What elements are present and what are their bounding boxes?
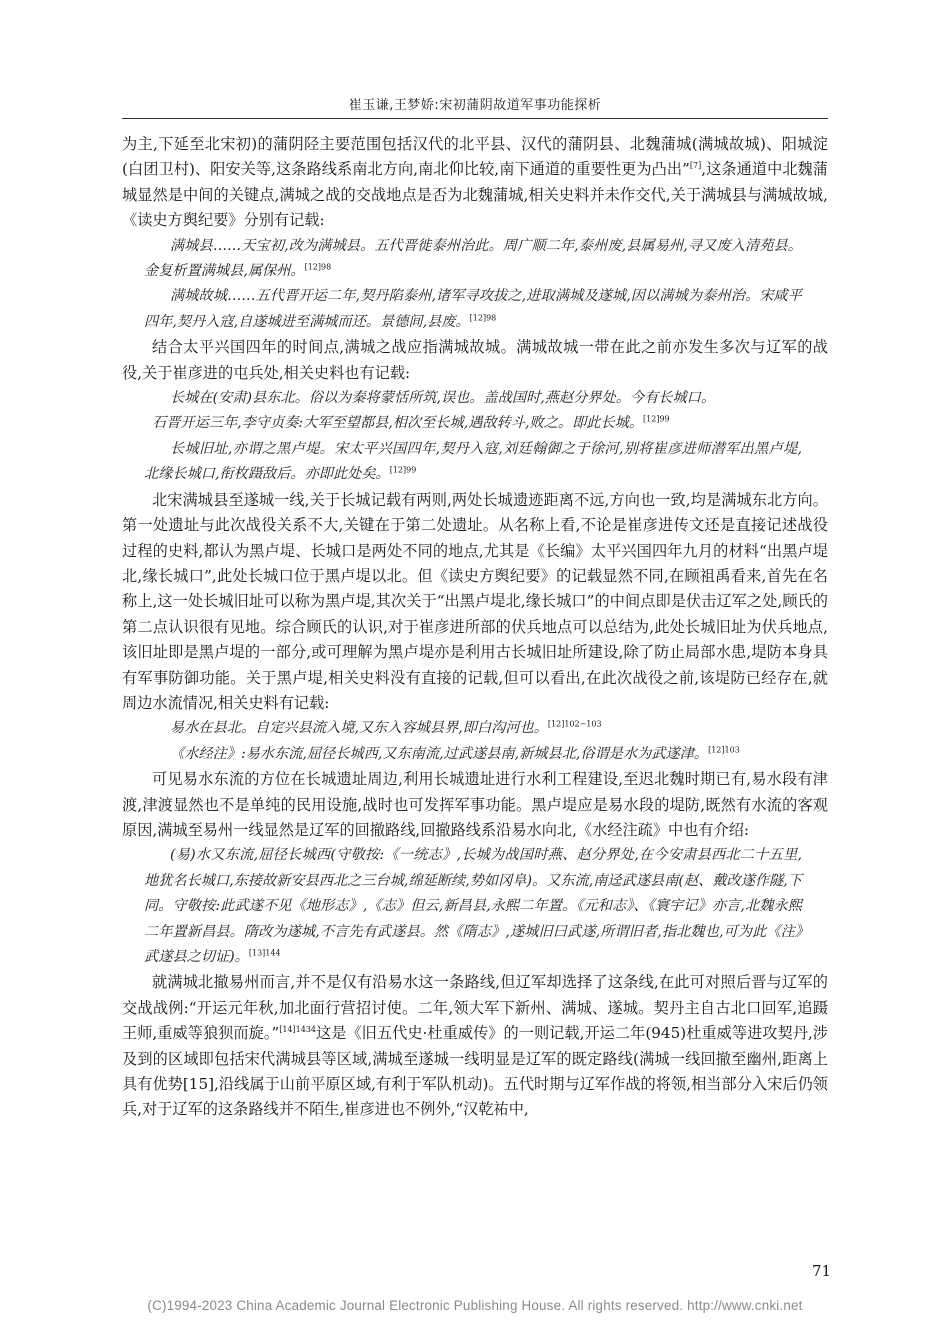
citation-ref: [12]99 — [389, 465, 417, 475]
citation-ref: [14]1434 — [279, 1025, 316, 1035]
body-paragraph — [122, 132, 828, 234]
citation-ref: [12]99 — [643, 414, 670, 424]
citation-ref: [7] — [689, 161, 702, 171]
body-paragraph — [122, 335, 828, 386]
paragraph-text: 满城县……天宝初,改为满城县。五代晋徙泰州治此。周广顺二年,泰州废,县属易州,寻又废入清苑县。金复析置满城县,属保州。 — [144, 237, 802, 280]
paragraph-text-continued: ,这条通道中北魏蒲城显然是中间的关键点,满城之战的交战地点是否为北魏蒲城,相关史料并未作交代,关于满城县与满城故城,《读史方舆纪要》分别有记载: — [122, 160, 828, 230]
paragraph-text: 《水经注》:易水东流,屈径长城西,又东南流,过武遂县南,新城县北,俗谓是水为武遂津。 — [170, 745, 709, 762]
block-quote — [122, 843, 828, 970]
paragraph-text: 满城故城……五代晋开运二年,契丹陷泰州,诸军寻攻拔之,进取满城及遂城,因以满城为泰州治。宋咸平四年,契丹入寇,自遂城进至满城而还。景德间,县废。 — [144, 288, 802, 330]
paragraph-text-continued: 这是《旧五代史·杜重威传》的一则记载,开运二年(945)杜重威等进攻契丹,涉及到的区域即包括宋代满城县等区域,满城至遂城一线明显是辽军的既定路线(满城一线回撤至幽州,距离上具有优势[15],沿线属于山前平原区域,有利于军队机动)。五代时期与辽军作战的将领,相当部分入宋后仍领兵,对于辽军的这条路线并不陌生,崔彦进也不例外,“汉乾祐中, — [122, 1024, 828, 1119]
copyright-footer: (C)1994-2023 China Academic Journal Electronic Publishing House. All rights reserved. http://www.cnki.net — [147, 1298, 803, 1313]
block-quote — [122, 234, 828, 285]
header-divider — [122, 118, 828, 119]
paragraph-text: (易)水又东流,屈径长城西(守敬按:《一统志》,长城为战国时燕、赵分界处,在今安肃县西北二十五里,地犹名长城口,东接故新安县西北之三台城,绵延断续,势如冈阜)。又东流,南迳武遂县南(赵、戴改遂作隧,下同。守敬按:此武遂不见《地形志》,《志》但云,新昌县,永熙二年置。《元和志》、《寰宇记》亦言,北魏永熙二年置新昌县。隋改为遂城,不言先有武遂县。然《隋志》,遂城旧曰武遂,所谓旧者,指北魏也,可为此《注》武遂县之切证)。 — [144, 847, 802, 965]
running-header: 崔玉谦,王梦娇:宋初蒲阴故道军事功能探析 — [348, 98, 602, 113]
block-quote — [122, 742, 828, 767]
paragraph-text: 北宋满城县至遂城一线,关于长城记载有两则,两处长城遗迹距离不远,方向也一致,均是满城东北方向。第一处遗址与此次战役关系不大,关键在于第二处遗址。从名称上看,不论是崔彦进传文还是直接记述战役过程的史料,都认为黑卢堤、长城口是两处不同的地点,尤其是《长编》太平兴国四年九月的材料“出黑卢堤北,缘长城口”,此处长城口位于黑卢堤以北。但《读史方舆纪要》的记载显然不同,在顾祖禹看来,首先在名称上,这一处长城旧址可以称为黑卢堤,其次关于“出黑卢堤北,缘长城口”的中间点即是伏击辽军之处,顾氏的第二点认识很有见地。综合顾氏的认识,对于崔彦进所部的伏兵地点可以总结为,此处长城旧址为伏兵地点,该旧址即是黑卢堤的一部分,或可理解为黑卢堤亦是利用古长城旧址所建设,除了防止局部水患,堤防本身具有军事防御功能。关于黑卢堤,相关史料没有直接的记载,但可以看出,在此次战役之前,该堤防已经存在,就周边水流情况,相关史料有记载: — [122, 490, 828, 712]
block-quote — [122, 716, 828, 741]
block-quote — [122, 284, 828, 335]
block-quote — [122, 411, 828, 436]
paragraph-text: 长城在(安肃)县东北。俗以为秦将蒙恬所筑,误也。盖战国时,燕赵分界处。今有长城口。 — [170, 390, 716, 407]
paragraph-text: 石晋开运三年,李守贞奏:大军至望都县,相次至长城,遇敌转斗,败之。即此长城。 — [152, 415, 644, 432]
paragraph-text: 就满城北撤易州而言,并不是仅有沿易水这一条路线,但辽军却选择了这条线,在此可对照后晋与辽军的交战战例:“开运元年秋,加北面行营招讨使。二年,领大军下新州、满城、遂城。契丹主自古北口回军,追蹑王师,重威等狼狈而旋。” — [122, 973, 828, 1043]
paragraph-text: 易水在县北。自定兴县流入境,又东入容城县界,即白沟河也。 — [170, 720, 548, 737]
citation-ref: [12]102−103 — [547, 719, 602, 729]
page-number: 71 — [812, 1262, 832, 1280]
article-body — [122, 132, 828, 1123]
body-paragraph — [122, 488, 828, 717]
citation-ref: [12]103 — [708, 745, 740, 755]
paragraph-text: 结合太平兴国四年的时间点,满城之战应指满城故城。满城故城一带在此之前亦发生多次与辽军的战役,关于崔彦进的屯兵处,相关史料也有记载: — [122, 338, 828, 382]
paragraph-text: 为主,下延至北宋初)的蒲阴陉主要范围包括汉代的北平县、汉代的蒲阴县、北魏蒲城(满城故城)、阳城淀(白团卫村)、阳安关等,这条路线系南北方向,南北仰比较,南下通道的重要性更为凸出” — [122, 135, 828, 179]
citation-ref: [12]98 — [469, 313, 497, 323]
block-quote — [122, 386, 828, 411]
citation-ref: [12]98 — [304, 262, 332, 272]
citation-ref: [13]144 — [248, 948, 281, 958]
body-paragraph — [122, 970, 828, 1122]
paragraph-text: 长城旧址,亦谓之黑卢堤。宋太平兴国四年,契丹入寇,刘廷翰御之于徐河,别将崔彦进师潜军出黑卢堤,北缘长城口,衔枚蹑敌后。亦即此处矣。 — [144, 440, 802, 483]
block-quote — [122, 437, 828, 488]
body-paragraph — [122, 767, 828, 843]
paragraph-text: 可见易水东流的方位在长城遗址周边,利用长城遗址进行水利工程建设,至迟北魏时期已有,易水段有津渡,津渡显然也不是单纯的民用设施,战时也可发挥军事功能。黑卢堤应是易水段的堤防,既然有水流的客观原因,满城至易州一线显然是辽军的回撤路线,回撤路线系沿易水向北,《水经注疏》中也有介绍: — [122, 770, 828, 839]
